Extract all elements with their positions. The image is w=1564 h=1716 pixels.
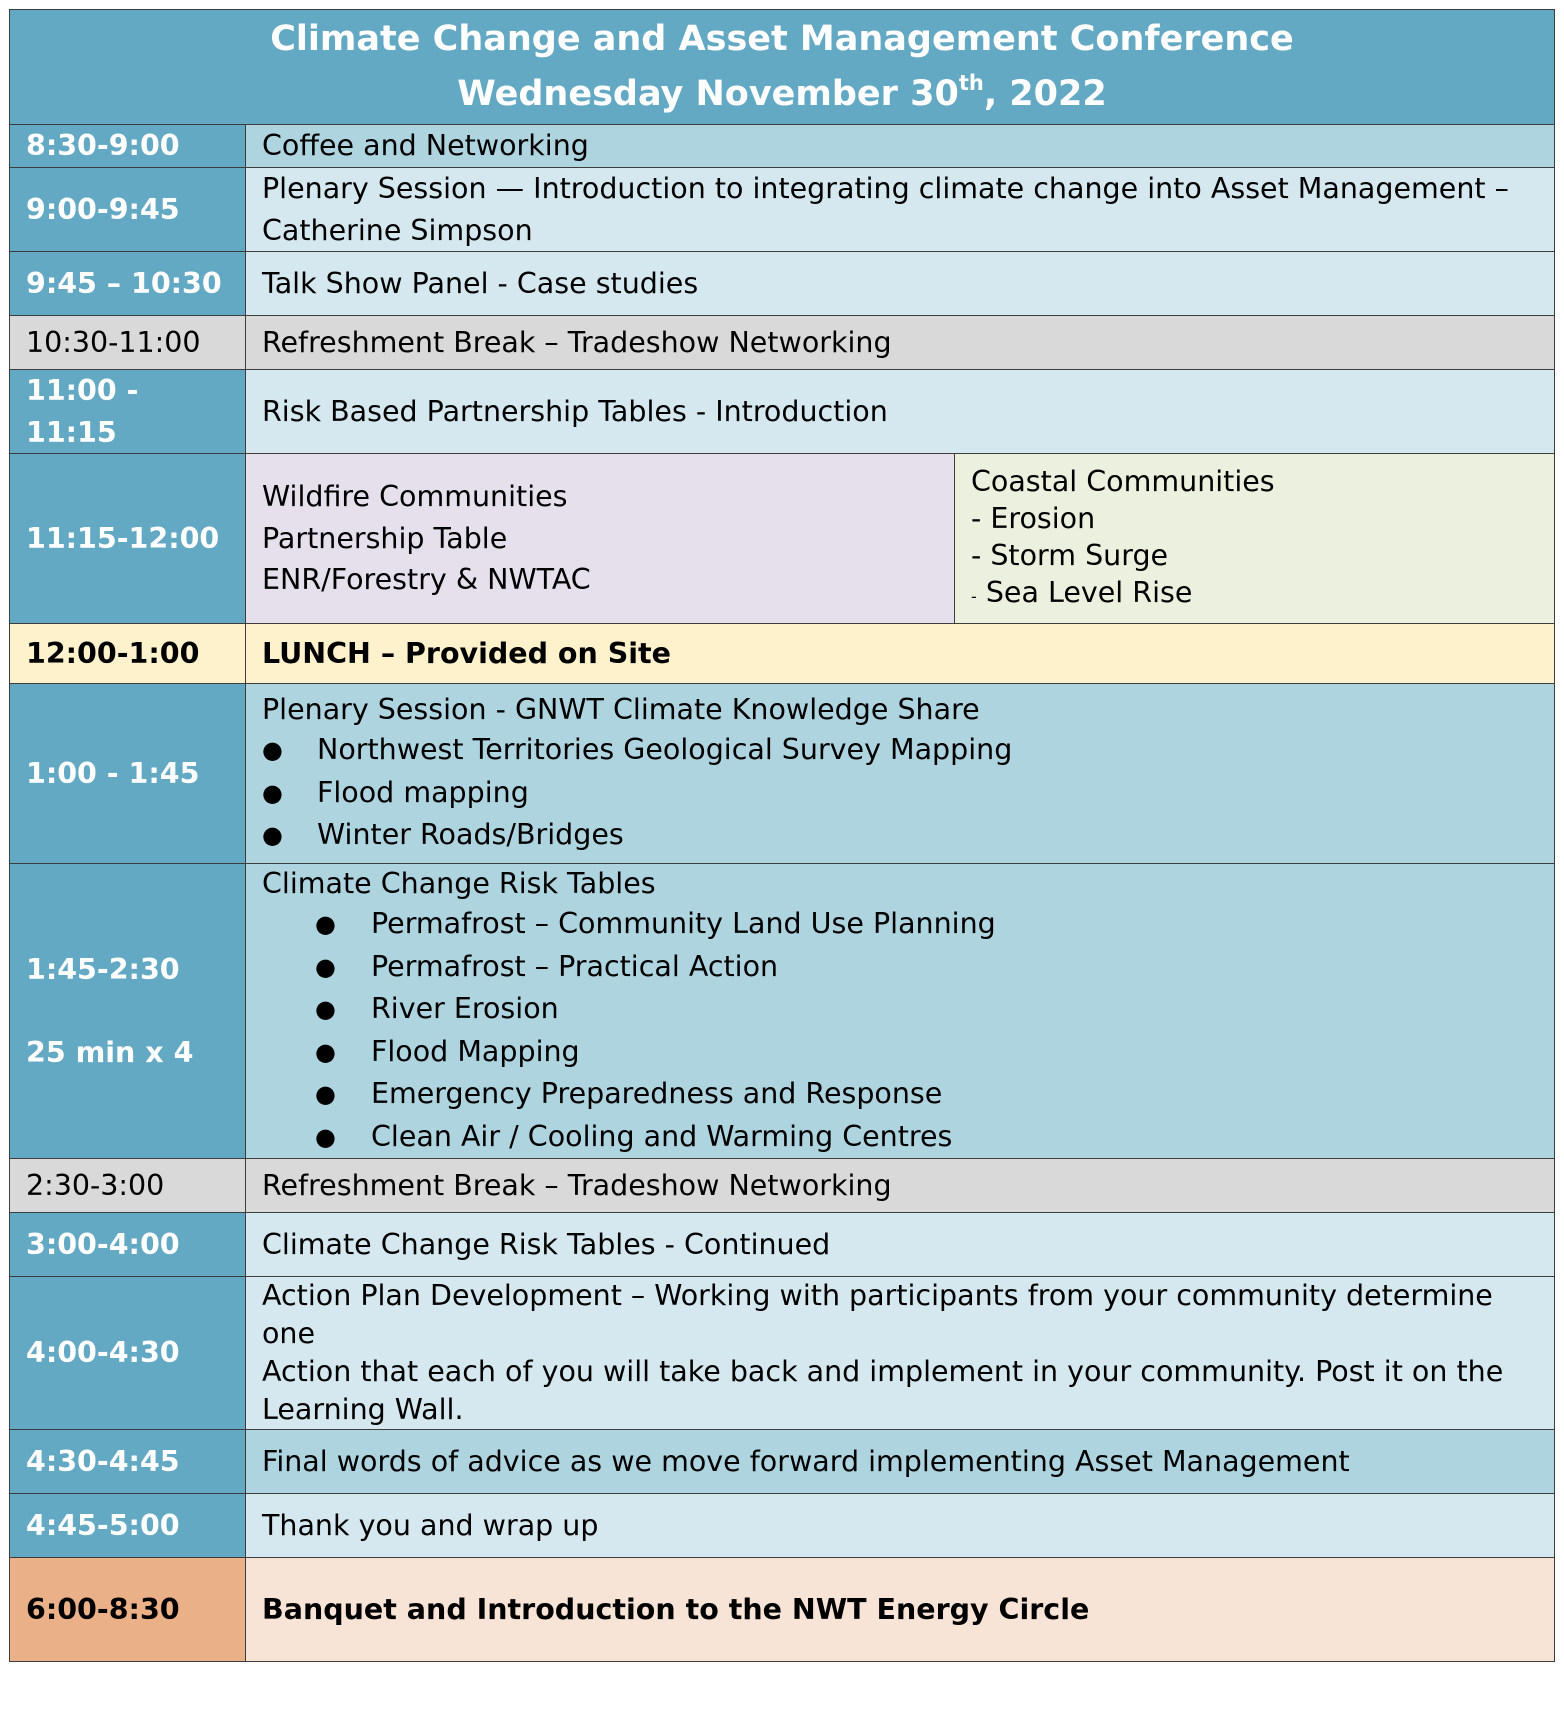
bullet-icon: ●	[315, 1037, 336, 1066]
session-cell: Climate Change Risk Tables ● Permafrost – Community Land Use Planning ● Permafrost – Practical Action ● River Erosion ● Flood Mapping ● Emergency Preparedness and Response ● Clean Air / Cooling and Warming Centres	[246, 864, 1555, 1159]
time-cell: 2:30-3:00	[10, 1159, 246, 1213]
time-cell: 8:30-9:00	[10, 125, 246, 168]
conference-date: Wednesday November 30th, 2022	[457, 71, 1107, 114]
session-cell: Coffee and Networking	[246, 125, 1555, 168]
table-row	[10, 684, 1555, 864]
session-cell: LUNCH – Provided on Site	[246, 624, 1555, 684]
time-cell: 11:00 - 11:15	[10, 370, 246, 454]
session-cell: Climate Change Risk Tables - Continued	[246, 1213, 1555, 1277]
time-cell: 4:30-4:45	[10, 1430, 246, 1494]
time-cell: 11:15-12:00	[10, 454, 246, 624]
list-item: ● Flood mapping	[262, 772, 1538, 815]
session-cell: Talk Show Panel - Case studies	[246, 252, 1555, 316]
bullet-icon: ●	[262, 778, 283, 807]
table-row	[10, 1277, 1555, 1430]
table-row	[10, 1558, 1555, 1662]
title-cell	[10, 10, 1555, 125]
list-item: ● Permafrost – Practical Action	[262, 946, 1538, 989]
wildfire-cell: Wildfire Communities Partnership Table ENR/Forestry & NWTAC	[246, 454, 955, 624]
bullet-icon: ●	[262, 736, 283, 765]
session-cell: Plenary Session - GNWT Climate Knowledge Share ● Northwest Territories Geological Survey Mapping ● Flood mapping ● Winter Roads/Bridges	[246, 684, 1555, 864]
table-row	[10, 125, 1555, 168]
agenda-table	[9, 9, 1555, 1662]
bullet-icon: ●	[315, 1122, 336, 1151]
bullet-icon: ●	[315, 910, 336, 938]
conference-title: Climate Change and Asset Management Conference	[270, 19, 1294, 59]
list-item: ● River Erosion	[262, 988, 1538, 1031]
coastal-cell: Coastal Communities - Erosion - Storm Surge - Sea Level Rise	[955, 454, 1555, 624]
time-cell: 10:30-11:00	[10, 316, 246, 370]
session-cell: Final words of advice as we move forward implementing Asset Management	[246, 1430, 1555, 1494]
session-cell: Action Plan Development – Working with participants from your community determine one Action that each of you will take back and implement in your community. Post it on the Learning Wall.	[246, 1277, 1555, 1430]
session-cell: Thank you and wrap up	[246, 1494, 1555, 1558]
time-note: 25 min x 4	[26, 1035, 194, 1069]
list-item: ● Permafrost – Community Land Use Planning	[262, 903, 1538, 946]
table-row	[10, 1494, 1555, 1558]
bullet-list	[262, 903, 1538, 1158]
title-row	[10, 10, 1555, 125]
session-cell: Risk Based Partnership Tables - Introduction	[246, 370, 1555, 454]
table-row	[10, 316, 1555, 370]
time-cell: 3:00-4:00	[10, 1213, 246, 1277]
table-row	[10, 454, 1555, 624]
time-cell: 4:00-4:30	[10, 1277, 246, 1430]
table-row	[10, 624, 1555, 684]
time-cell: 1:00 - 1:45	[10, 684, 246, 864]
table-row	[10, 1159, 1555, 1213]
table-row	[10, 1430, 1555, 1494]
time-cell: 4:45-5:00	[10, 1494, 246, 1558]
table-row	[10, 864, 1555, 1159]
time-cell: 9:00-9:45	[10, 168, 246, 252]
bullet-icon: ●	[315, 995, 336, 1023]
list-item: ● Clean Air / Cooling and Warming Centres	[262, 1116, 1538, 1159]
session-cell: Banquet and Introduction to the NWT Energy Circle	[246, 1558, 1555, 1662]
session-cell: Refreshment Break – Tradeshow Networking	[246, 1159, 1555, 1213]
session-cell: Refreshment Break – Tradeshow Networking	[246, 316, 1555, 370]
time-cell: 6:00-8:30	[10, 1558, 246, 1662]
time-cell: 12:00-1:00	[10, 624, 246, 684]
table-row	[10, 370, 1555, 454]
time-cell: 9:45 – 10:30	[10, 252, 246, 316]
list-item: ● Emergency Preparedness and Response	[262, 1073, 1538, 1116]
bullet-icon: ●	[262, 821, 283, 850]
bullet-icon: ●	[315, 1080, 336, 1108]
table-row	[10, 252, 1555, 316]
table-row	[10, 1213, 1555, 1277]
list-item: ● Flood Mapping	[262, 1031, 1538, 1074]
session-cell: Plenary Session — Introduction to integrating climate change into Asset Management – Catherine Simpson	[246, 168, 1555, 252]
list-item: ● Northwest Territories Geological Survey Mapping	[262, 729, 1538, 772]
time-cell: 1:45-2:30 25 min x 4	[10, 864, 246, 1159]
table-row	[10, 168, 1555, 252]
list-item: ● Winter Roads/Bridges	[262, 814, 1538, 857]
bullet-list	[262, 729, 1538, 857]
bullet-icon: ●	[315, 952, 336, 981]
